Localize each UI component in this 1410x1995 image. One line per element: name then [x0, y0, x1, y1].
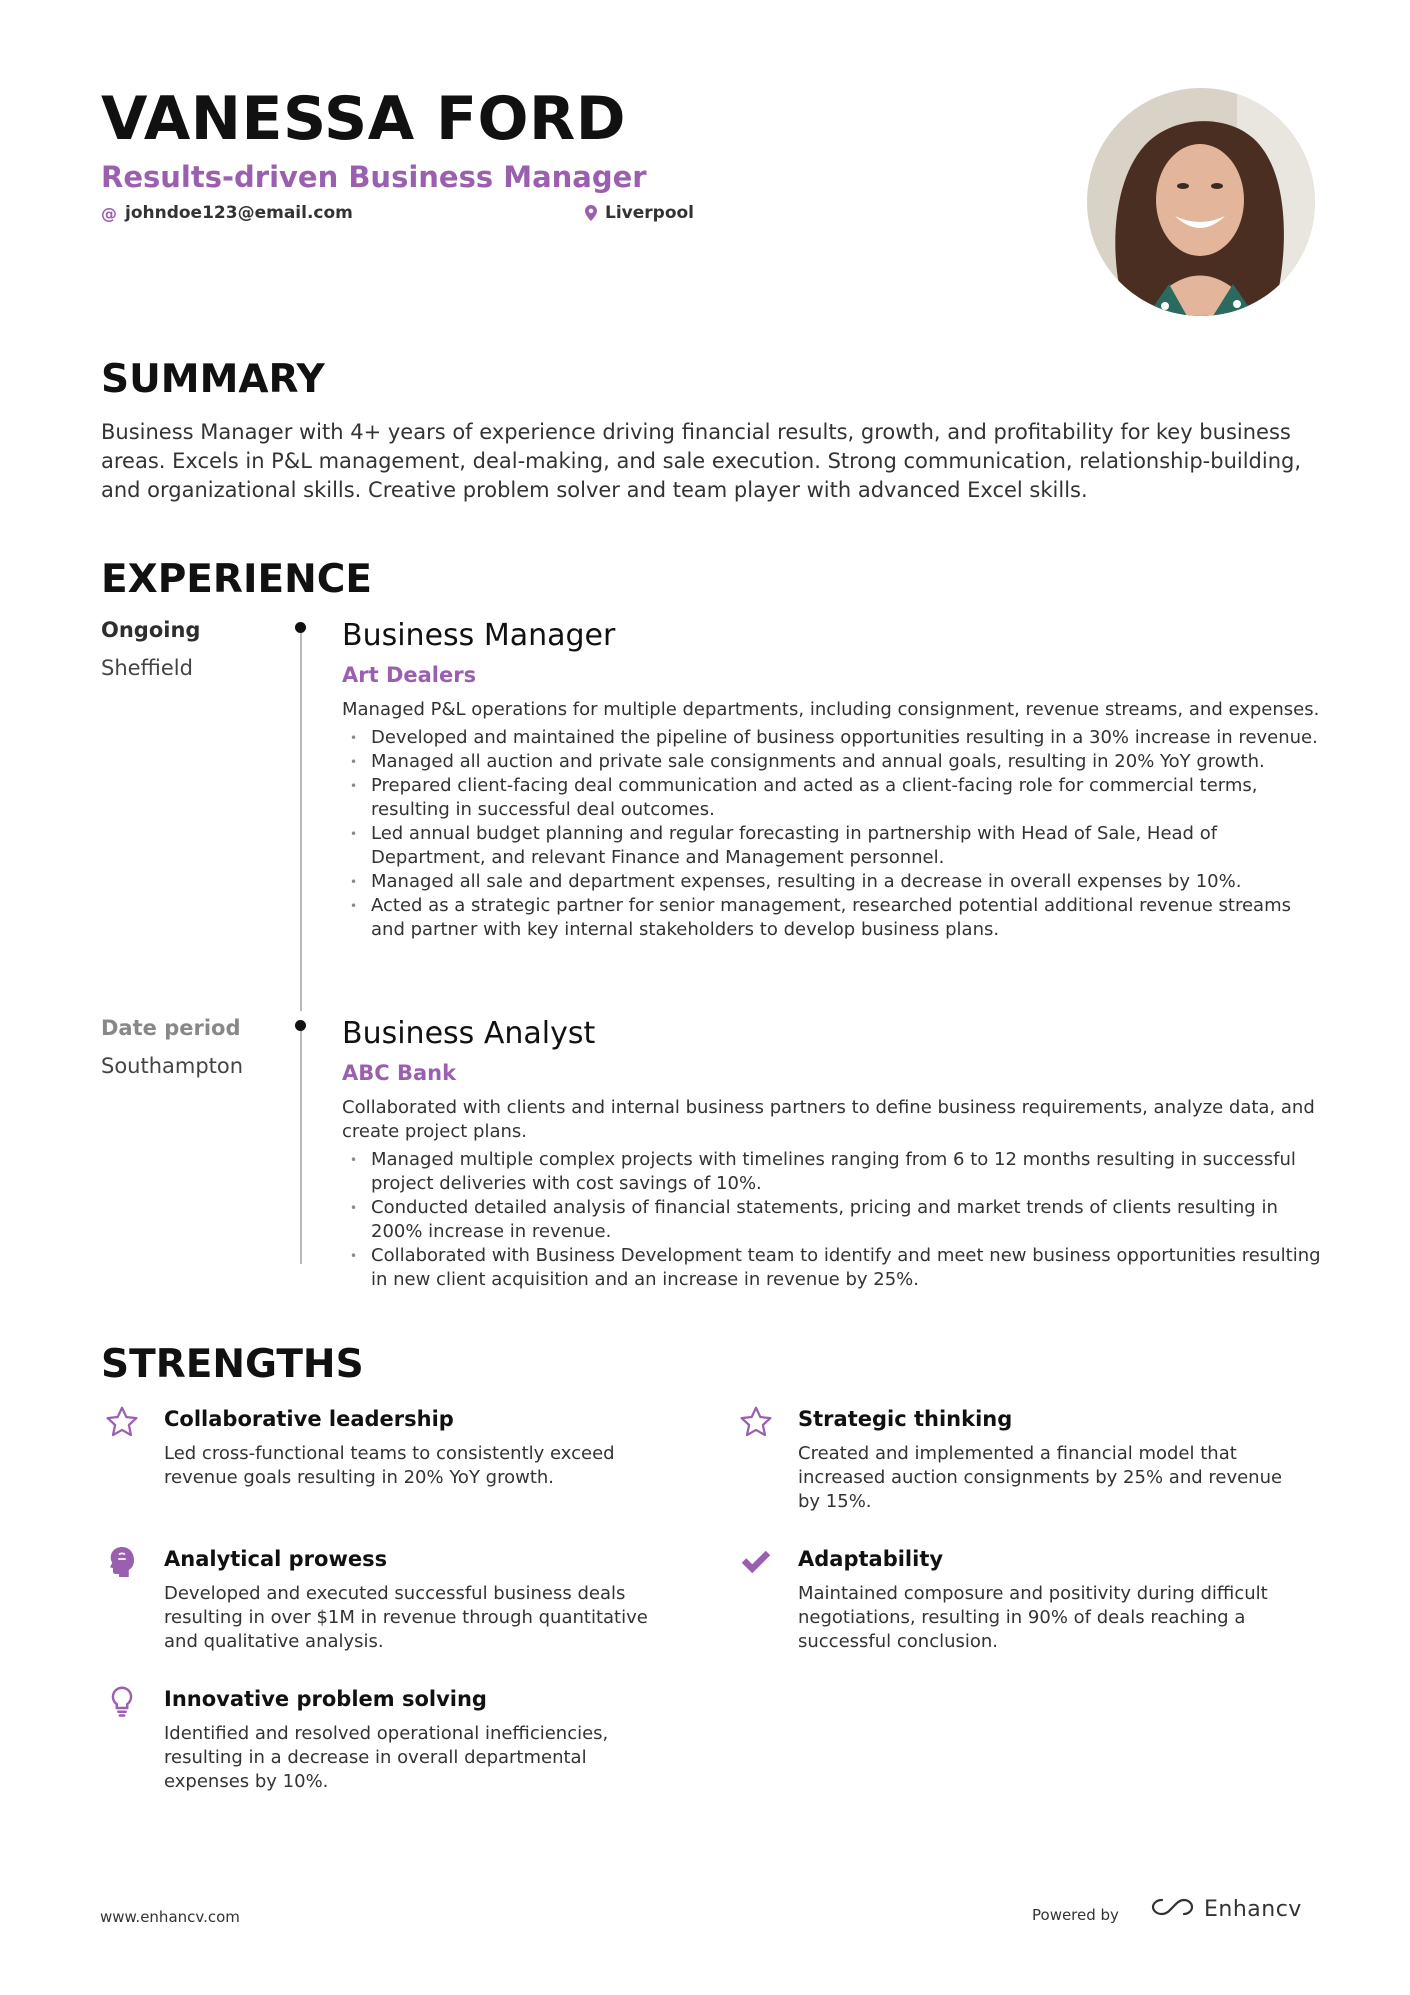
job-title: Business Manager — [342, 618, 616, 653]
footer-powered-by: Powered by — [1032, 1906, 1119, 1924]
contact-email[interactable] — [101, 203, 353, 223]
job-bullet: • Collaborated with Business Development team to identify and meet new business opportunities resulting in new client acquisition and an increase in revenue by 25%. — [342, 1244, 1322, 1292]
job-title: Business Analyst — [342, 1016, 596, 1051]
lightbulb-icon — [104, 1684, 140, 1720]
job-entry — [342, 618, 1322, 942]
candidate-title: Results-driven Business Manager — [101, 160, 647, 194]
candidate-name: VANESSA FORD — [101, 84, 627, 154]
strength-title: Collaborative leadership — [164, 1407, 454, 1431]
checkmark-icon — [738, 1544, 774, 1580]
strength-item — [104, 1544, 664, 1654]
strength-description: Identified and resolved operational inefficiencies, resulting in a decrease in overall departmental expenses by 10%. — [164, 1723, 609, 1792]
strength-description: Created and implemented a financial model that increased auction consignments by 25% and revenue by 15%. — [798, 1443, 1283, 1512]
job-bullet: • Developed and maintained the pipeline of business opportunities resulting in a 30% increase in revenue. — [342, 726, 1322, 750]
timeline-line — [300, 626, 302, 1011]
job-bullet: • Led annual budget planning and regular forecasting in partnership with Head of Sale, Head of Department, and relevant Finance and Management personnel. — [342, 822, 1322, 870]
strength-item — [738, 1404, 1298, 1514]
strength-description: Developed and executed successful business deals resulting in over $1M in revenue through quantitative and qualitative analysis. — [164, 1583, 648, 1652]
job-date: Date period — [101, 1016, 241, 1040]
location-pin-icon — [585, 205, 597, 221]
at-icon: @ — [101, 203, 117, 223]
strength-description: Maintained composure and positivity during difficult negotiations, resulting in 90% of deals reaching a successful conclusion. — [798, 1583, 1268, 1652]
brand-name: Enhancv — [1204, 1896, 1302, 1922]
job-bullet: • Managed multiple complex projects with timelines ranging from 6 to 12 months resulting in successful project deliveries with cost savings of 10%. — [342, 1148, 1322, 1196]
strength-item — [738, 1544, 1298, 1654]
job-bullets — [342, 1148, 1322, 1292]
job-bullets — [342, 726, 1322, 942]
timeline-dot — [295, 1020, 306, 1031]
footer-brand-logo[interactable] — [1150, 1896, 1302, 1922]
timeline-dot — [295, 622, 306, 633]
job-bullet: • Managed all sale and department expenses, resulting in a decrease in overall expenses by 10%. — [342, 870, 1322, 894]
job-description: Collaborated with clients and internal business partners to define business requirements, analyze data, and create project plans. — [342, 1097, 1315, 1142]
strength-item — [104, 1404, 664, 1490]
strength-title: Analytical prowess — [164, 1547, 388, 1571]
job-date: Ongoing — [101, 618, 201, 642]
contact-location — [585, 203, 694, 223]
timeline-line — [300, 1024, 302, 1264]
job-bullet: • Managed all auction and private sale consignments and annual goals, resulting in 20% YoY growth. — [342, 750, 1322, 774]
star-icon — [104, 1404, 140, 1440]
profile-photo — [1087, 88, 1315, 316]
strengths-heading: STRENGTHS — [101, 1342, 364, 1387]
enhancv-logo-icon — [1150, 1896, 1196, 1922]
strength-title: Strategic thinking — [798, 1407, 1013, 1431]
strength-title: Innovative problem solving — [164, 1687, 487, 1711]
job-location: Southampton — [101, 1054, 244, 1078]
job-bullet: • Conducted detailed analysis of financial statements, pricing and market trends of clients resulting in 200% increase in revenue. — [342, 1196, 1322, 1244]
strength-description: Led cross-functional teams to consistently exceed revenue goals resulting in 20% YoY growth. — [164, 1443, 615, 1488]
footer-website-link[interactable]: www.enhancv.com — [100, 1908, 240, 1926]
star-icon — [738, 1404, 774, 1440]
experience-heading: EXPERIENCE — [101, 557, 373, 602]
job-description: Managed P&L operations for multiple departments, including consignment, revenue streams, and expenses. — [342, 699, 1320, 720]
job-entry — [342, 1016, 1322, 1292]
job-bullet: • Acted as a strategic partner for senior management, researched potential additional revenue streams and partner with key internal stakeholders to develop business plans. — [342, 894, 1322, 942]
summary-text: Business Manager with 4+ years of experience driving financial results, growth, and profitability for key business areas. Excels in P&L management, deal-making, and sale execution. Strong communication, relationship-building, and organizational skills. Creative problem solver and team player with advanced Excel skills. — [101, 420, 1302, 502]
strength-title: Adaptability — [798, 1547, 944, 1571]
job-bullet: • Prepared client-facing deal communication and acted as a client-facing role for commercial terms, resulting in successful deal outcomes. — [342, 774, 1322, 822]
company-name: Art Dealers — [342, 663, 477, 687]
job-location: Sheffield — [101, 656, 193, 680]
email-text: johndoe123@email.com — [125, 203, 353, 223]
summary-heading: SUMMARY — [101, 357, 325, 402]
brain-head-icon — [104, 1544, 140, 1580]
location-text: Liverpool — [605, 203, 695, 223]
strength-item — [104, 1684, 664, 1794]
company-name: ABC Bank — [342, 1061, 457, 1085]
